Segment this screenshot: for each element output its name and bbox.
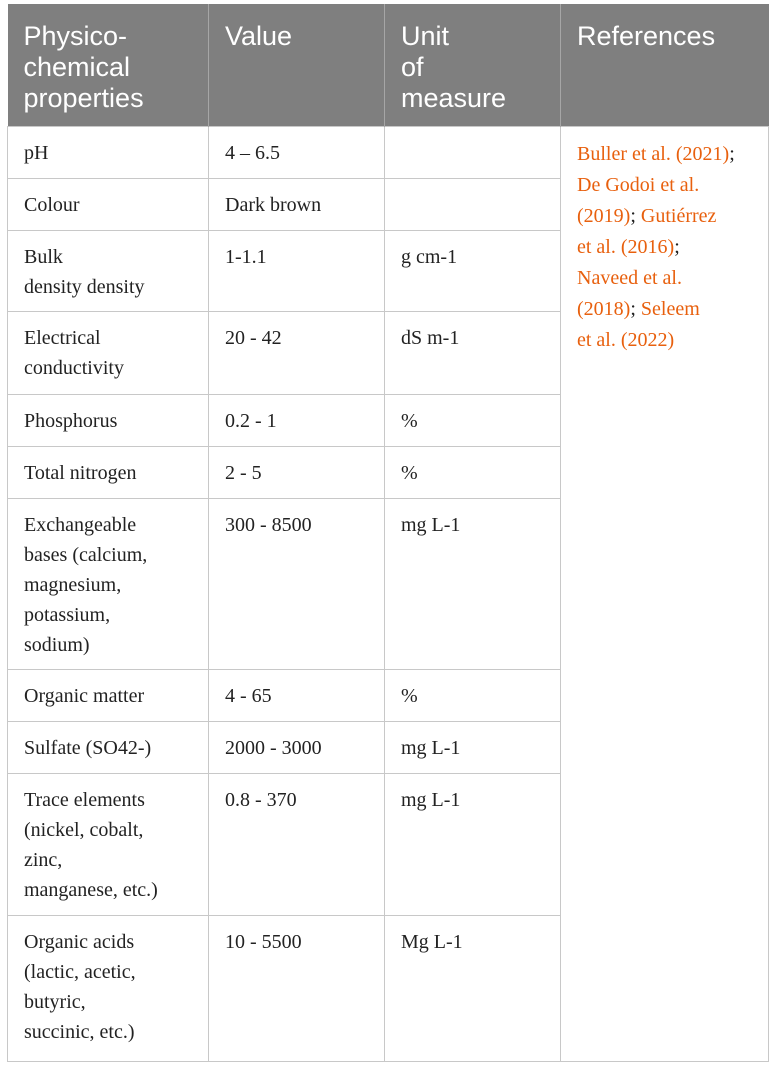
cell-unit: % — [385, 447, 561, 499]
cell-property: Bulk density density — [8, 231, 209, 312]
cell-unit: % — [385, 395, 561, 447]
cell-unit — [385, 127, 561, 179]
cell-value: 4 - 65 — [209, 670, 385, 722]
reference-link[interactable]: De Godoi et al. — [577, 174, 700, 196]
cell-value: 0.2 - 1 — [209, 395, 385, 447]
table-body — [8, 127, 769, 1062]
cell-property: Exchangeable bases (calcium, magnesium, potassium, sodium) — [8, 499, 209, 670]
reference-link[interactable]: Seleem — [640, 298, 700, 320]
reference-link[interactable]: Gutiérrez — [640, 205, 717, 227]
reference-link[interactable]: Naveed et al. — [577, 267, 682, 289]
header-unit: Unit of measure — [385, 4, 561, 127]
reference-line — [577, 294, 752, 325]
cell-unit: mg L-1 — [385, 774, 561, 916]
cell-unit: g cm-1 — [385, 231, 561, 312]
cell-value: 10 - 5500 — [209, 916, 385, 1062]
reference-line — [577, 263, 752, 294]
cell-property: Sulfate (SO42-) — [8, 722, 209, 774]
cell-unit: mg L-1 — [385, 722, 561, 774]
reference-line — [577, 325, 752, 356]
table-row — [8, 127, 769, 179]
reference-separator: ; — [674, 236, 680, 258]
reference-separator: ; — [630, 205, 641, 227]
cell-value: Dark brown — [209, 179, 385, 231]
reference-line — [577, 232, 752, 263]
cell-property: pH — [8, 127, 209, 179]
cell-unit — [385, 179, 561, 231]
reference-link[interactable]: et al. (2022) — [577, 329, 675, 351]
cell-property: Organic matter — [8, 670, 209, 722]
cell-value: 0.8 - 370 — [209, 774, 385, 916]
reference-line — [577, 201, 752, 232]
cell-property: Organic acids (lactic, acetic, butyric, succinic, etc.) — [8, 916, 209, 1062]
reference-link[interactable]: (2018) — [577, 298, 631, 320]
cell-value: 2 - 5 — [209, 447, 385, 499]
cell-value: 20 - 42 — [209, 312, 385, 395]
cell-unit: dS m-1 — [385, 312, 561, 395]
cell-value: 4 – 6.5 — [209, 127, 385, 179]
header-properties: Physico- chemical properties — [8, 4, 209, 127]
header-references: References — [561, 4, 769, 127]
cell-value: 300 - 8500 — [209, 499, 385, 670]
reference-separator: ; — [630, 298, 641, 320]
cell-property: Colour — [8, 179, 209, 231]
reference-line — [577, 139, 752, 170]
cell-property: Electrical conductivity — [8, 312, 209, 395]
cell-references — [561, 127, 769, 1062]
cell-unit: Mg L-1 — [385, 916, 561, 1062]
reference-separator: ; — [729, 143, 735, 165]
properties-table — [7, 4, 769, 1062]
cell-value: 2000 - 3000 — [209, 722, 385, 774]
cell-property: Phosphorus — [8, 395, 209, 447]
reference-link[interactable]: Buller et al. (2021) — [577, 143, 730, 165]
reference-link[interactable]: et al. (2016) — [577, 236, 675, 258]
header-value: Value — [209, 4, 385, 127]
cell-unit: % — [385, 670, 561, 722]
cell-property: Total nitrogen — [8, 447, 209, 499]
cell-value: 1-1.1 — [209, 231, 385, 312]
reference-link[interactable]: (2019) — [577, 205, 631, 227]
cell-property: Trace elements (nickel, cobalt, zinc, manganese, etc.) — [8, 774, 209, 916]
cell-unit: mg L-1 — [385, 499, 561, 670]
header-row — [8, 4, 769, 127]
reference-line — [577, 170, 752, 201]
